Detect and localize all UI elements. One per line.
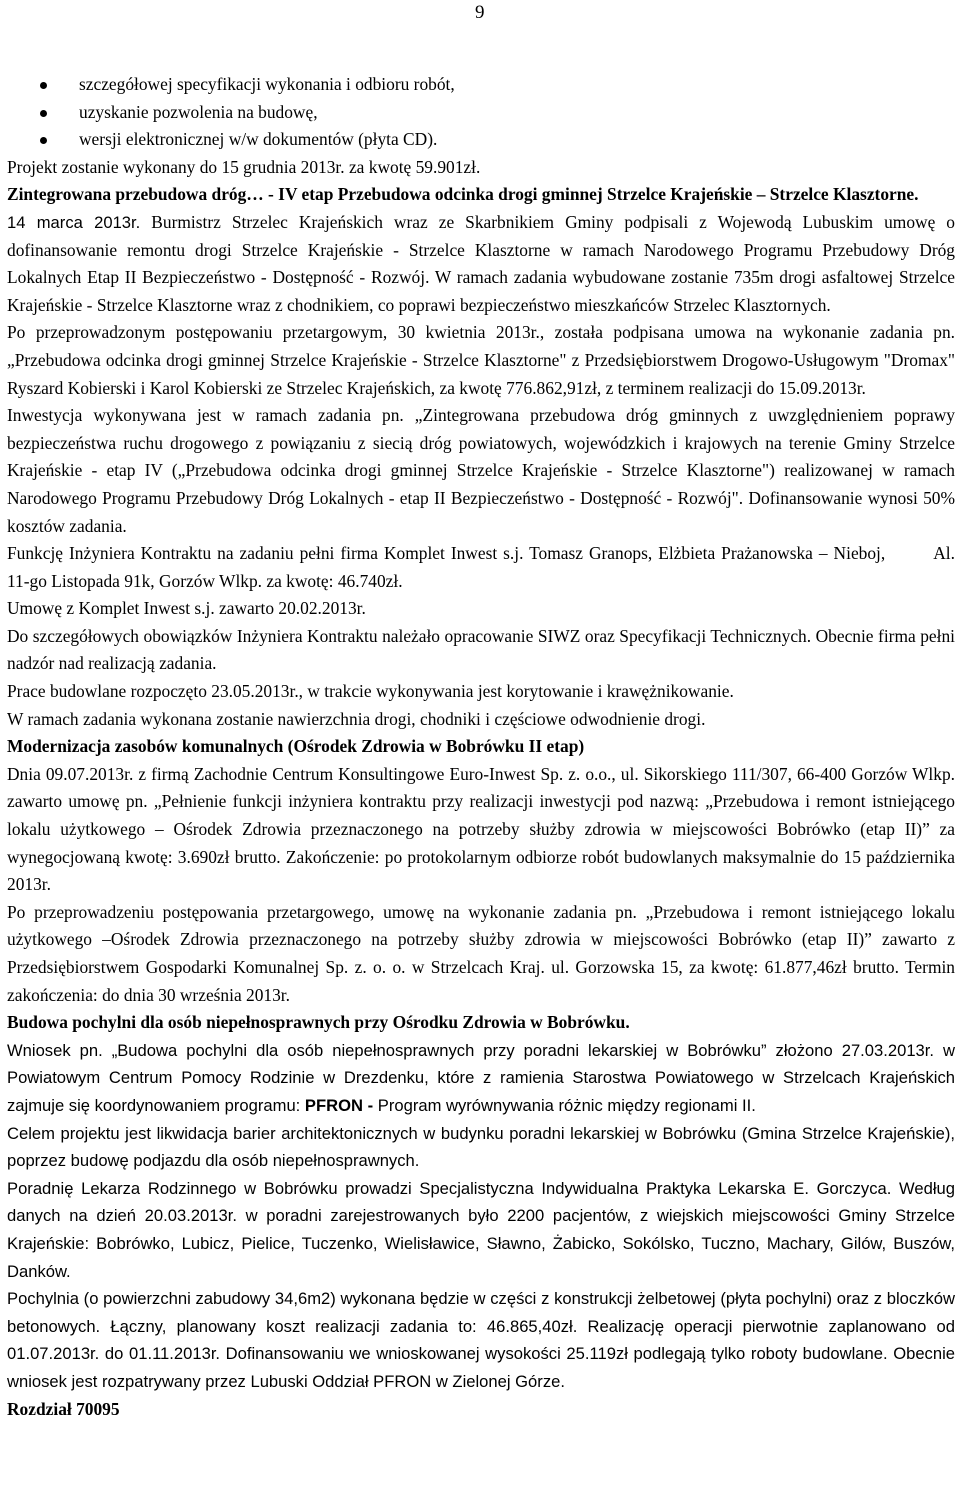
paragraph: Prace budowlane rozpoczęto 23.05.2013r., w trakcie wykonywania jest korytowanie i krawężnikowanie. <box>7 681 734 702</box>
paragraph: Inwestycja wykonywana jest w ramach zadania pn. „Zintegrowana przebudowa dróg gminnych z uwzględnieniem poprawy bezpieczeństwa ruchu drogowego z powiązaniu z siecią dróg powiatowych, wojewódzkich i krajowych na terenie Gminy Strzelce Krajeńskie - etap IV („Przebudowa odcinka drogi gminnej Strzelce Krajeńskie - Strzelce Klasztorne") realizowanej w ramach Narodowego Programu Przebudowy Dróg Lokalnych - etap II Bezpieczeństwo - Dostępność - Rozwój". Dofinansowanie wynosi 50% kosztów zadania. <box>7 405 955 536</box>
list-item: wersji elektronicznej w/w dokumentów (płyta CD). <box>7 126 955 154</box>
paragraph: 14 marca 2013r. Burmistrz Strzelec Krajeńskich wraz ze Skarbnikiem Gminy podpisali z Wojewodą Lubuskim umowę o dofinansowanie remontu drogi Strzelce Krajeńskie - Strzelce Klasztorne w ramach Narodowego Programu Przebudowy Dróg Lokalnych Etap II Bezpieczeństwo - Dostępność - Rozwój. W ramach zadania wybudowane zostanie 735m drogi asfaltowej Strzelce Krajeńskie - Strzelce Klasztorne wraz z chodnikiem, co poprawi bezpieczeństwo mieszkańców Strzelec Klasztornych. <box>7 211 956 315</box>
page-number: 9 <box>475 2 485 23</box>
paragraph: Po przeprowadzonym postępowaniu przetargowym, 30 kwietnia 2013r., została podpisana umowa na wykonanie zadania pn. „Przebudowa odcinka drogi gminnej Strzelce Krajeńskie - Strzelce Klasztorne" z Przedsiębiorstwem Drogowo-Usługowym "Dromax" Ryszard Kobierski i Karol Kobierski ze Strzelec Krajeńskich, za kwotę 776.862,91zł, z terminem realizacji do 15.09.2013r. <box>7 322 955 398</box>
intro-paragraph: Projekt zostanie wykonany do 15 grudnia 2013r. za kwotę 59.901zł. <box>7 156 481 177</box>
paragraph: Do szczegółowych obowiązków Inżyniera Kontraktu należało opracowanie SIWZ oraz Specyfikacji Technicznych. Obecnie firma pełni nadzór nad realizacją zadania. <box>7 625 955 674</box>
paragraph: W ramach zadania wykonana zostanie nawierzchnia drogi, chodniki i częściowe odwodnienie drogi. <box>7 708 706 729</box>
list-item: szczegółowej specyfikacji wykonania i odbioru robót, <box>7 71 955 99</box>
section-heading-ramp: Budowa pochylni dla osób niepełnosprawnych przy Ośrodku Zdrowia w Bobrówku. <box>7 1012 630 1033</box>
bullet-icon <box>40 82 47 89</box>
date-label: 14 marca 2013r. <box>7 212 141 232</box>
paragraph: Dnia 09.07.2013r. z firmą Zachodnie Centrum Konsultingowe Euro-Inwest Sp. z. o.o., ul. Sikorskiego 111/307, 66-400 Gorzów Wlkp. zawarto umowę pn. „Pełnienie funkcji inżyniera kontraktu przy realizacji inwestycji pod nazwą: „Przebudowa i remont istniejącego lokalu użytkowego – Ośrodek Zdrowia przeznaczonego na potrzeby służby zdrowia w miejscowości Bobrówko (etap II)” za wynegocjowaną kwotę: 3.690zł brutto. Zakończenie: po protokolarnym odbiorze robót budowlanych maksymalnie do 15 października 2013r. <box>7 763 955 895</box>
chapter-heading: Rozdział 70095 <box>7 1398 120 1419</box>
paragraph: Celem projektu jest likwidacja barier architektonicznych w budynku poradni lekarskiej w Bobrówku (Gmina Strzelce Krajeńskie), poprzez budowę podjazdu dla osób niepełnosprawnych. <box>7 1123 955 1171</box>
bullet-list <box>7 71 955 154</box>
bullet-icon <box>40 137 47 144</box>
list-item: uzyskanie pozwolenia na budowę, <box>7 99 955 127</box>
paragraph: Umowę z Komplet Inwest s.j. zawarto 20.02.2013r. <box>7 598 366 619</box>
paragraph: Po przeprowadzeniu postępowania przetargowego, umowę na wykonanie zadania pn. „Przebudowa i remont istniejącego lokalu użytkowego –Ośrodek Zdrowia przeznaczonego na potrzeby służby zdrowia w miejscowości Bobrówko (etap II)” zawarto z Przedsiębiorstwem Gospodarki Komunalnej Sp. z. o. o. w Strzelcach Kraj. ul. Gorzowska 15, za kwotę: 61.877,46zł brutto. Termin zakończenia: do dnia 30 września 2013r. <box>7 901 955 1005</box>
section-heading-health-center: Modernizacja zasobów komunalnych (Ośrodek Zdrowia w Bobrówku II etap) <box>7 736 585 757</box>
paragraph: Pochylnia (o powierzchni zabudowy 34,6m2) wykonana będzie w części z konstrukcji żelbetowej (płyta pochylni) oraz z bloczków betonowych. Łączny, planowany koszt realizacji zadania to: 46.865,40zł. Realizację operacji pierwotnie zaplanowano od 01.07.2013r. do 01.11.2013r. Dofinansowaniu we wnioskowanej wysokości 25.119zł podlegają tylko roboty budowlane. Obecnie wniosek jest rozpatrywany przez Lubuski Oddział PFRON w Zielonej Górze. <box>7 1289 955 1391</box>
paragraph: Funkcję Inżyniera Kontraktu na zadaniu pełni firma Komplet Inwest s.j. Tomasz Granops, Elżbieta Prażanowska – Nieboj, Al. 11-go Listopada 91k, Gorzów Wlkp. za kwotę: 46.740zł. <box>7 543 955 591</box>
document-body <box>7 71 955 1423</box>
paragraph: Poradnię Lekarza Rodzinnego w Bobrówku prowadzi Specjalistyczna Indywidualna Praktyka Lekarska E. Gorczyca. Według danych na dzień 20.03.2013r. w poradni zarejestrowanych było 2200 pacjentów, z wiejskich miejscowości Gminy Strzelce Krajeńskie: Bobrówko, Lubicz, Pielice, Tuczenko, Wielisławice, Sławno, Żabicko, Sokólsko, Tuczno, Machary, Gilów, Buszów, Danków. <box>7 1178 955 1281</box>
paragraph: Wniosek pn. „Budowa pochylni dla osób niepełnosprawnych przy poradni lekarskiej w Bobrówku” złożono 27.03.2013r. w Powiatowym Centrum Pomocy Rodzinie w Drezdenku, które z ramienia Starostwa Powiatowego w Strzelcach Krajeńskich zajmuje się koordynowaniem programu: PFRON - Program wyrównywania różnic między regionami II. <box>7 1040 955 1115</box>
section-heading-roads: Zintegrowana przebudowa dróg… - IV etap Przebudowa odcinka drogi gminnej Strzelce Krajeńskie – Strzelce Klasztorne. <box>7 184 919 205</box>
bullet-icon <box>40 110 47 117</box>
